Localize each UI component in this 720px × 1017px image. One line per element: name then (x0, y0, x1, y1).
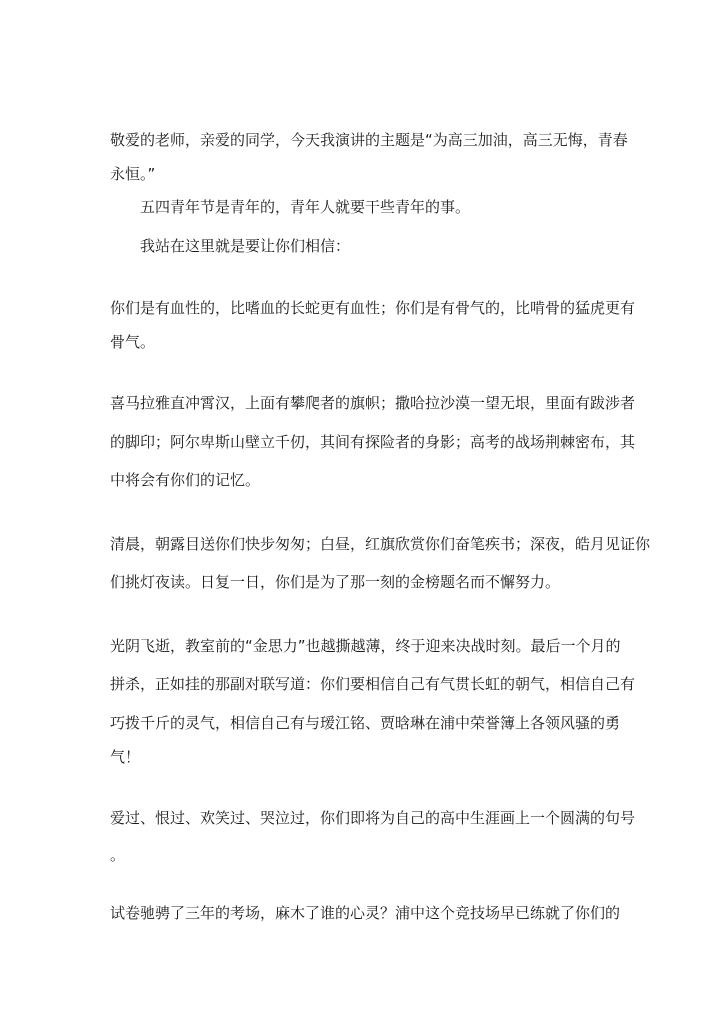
text-line: 骨气。 (110, 333, 156, 351)
text-line: 拼杀，正如挂的那副对联写道：你们要相信自己有气贯长虹的朝气，相信自己有 (110, 675, 636, 693)
text-line: 敬爱的老师，亲爱的同学，今天我演讲的主题是“为高三加油，高三无悔，青春 (110, 131, 628, 149)
text-line: 我站在这里就是要让你们相信： (140, 237, 351, 255)
text-line: 巧拨千斤的灵气，相信自己有与瑷江铭、贾晗琳在浦中荣誉簿上各领风骚的勇 (110, 714, 621, 732)
text-line: 。 (110, 846, 126, 864)
text-line: 你们是有血性的，比嗜血的长蛇更有血性；你们是有骨气的，比啃骨的猛虎更有 (110, 299, 636, 317)
text-line: 喜马拉雅直冲霄汉，上面有攀爬者的旗帜；撒哈拉沙漠一望无垠，里面有跋涉者 (110, 394, 636, 412)
text-line: 们挑灯夜读。日复一日，你们是为了那一刻的金榜题名而不懈努力。 (110, 573, 561, 591)
text-line: 中将会有你们的记忆。 (110, 471, 261, 489)
text-line: 五四青年节是青年的，青年人就要干些青年的事。 (140, 198, 471, 216)
text-line: 的脚印；阿尔卑斯山壁立千仞，其间有探险者的身影；高考的战场荆棘密布，其 (110, 433, 636, 451)
text-line: 光阴飞逝，教室前的“金思力”也越撕越薄，终于迎来决战时刻。最后一个月的 (110, 637, 621, 655)
text-line: 永恒。” (110, 165, 156, 183)
text-line: 试卷驰骋了三年的考场，麻木了谁的心灵？浦中这个竞技场早已练就了你们的 (110, 904, 621, 922)
text-line: 气！ (110, 748, 141, 766)
text-line: 爱过、恨过、欢笑过、哭泣过，你们即将为自己的高中生涯画上一个圆满的句号 (110, 809, 636, 827)
text-line: 清晨，朝露目送你们快步匆匆；白昼，红旗欣赏你们奋笔疾书；深夜，皓月见证你 (110, 535, 651, 553)
